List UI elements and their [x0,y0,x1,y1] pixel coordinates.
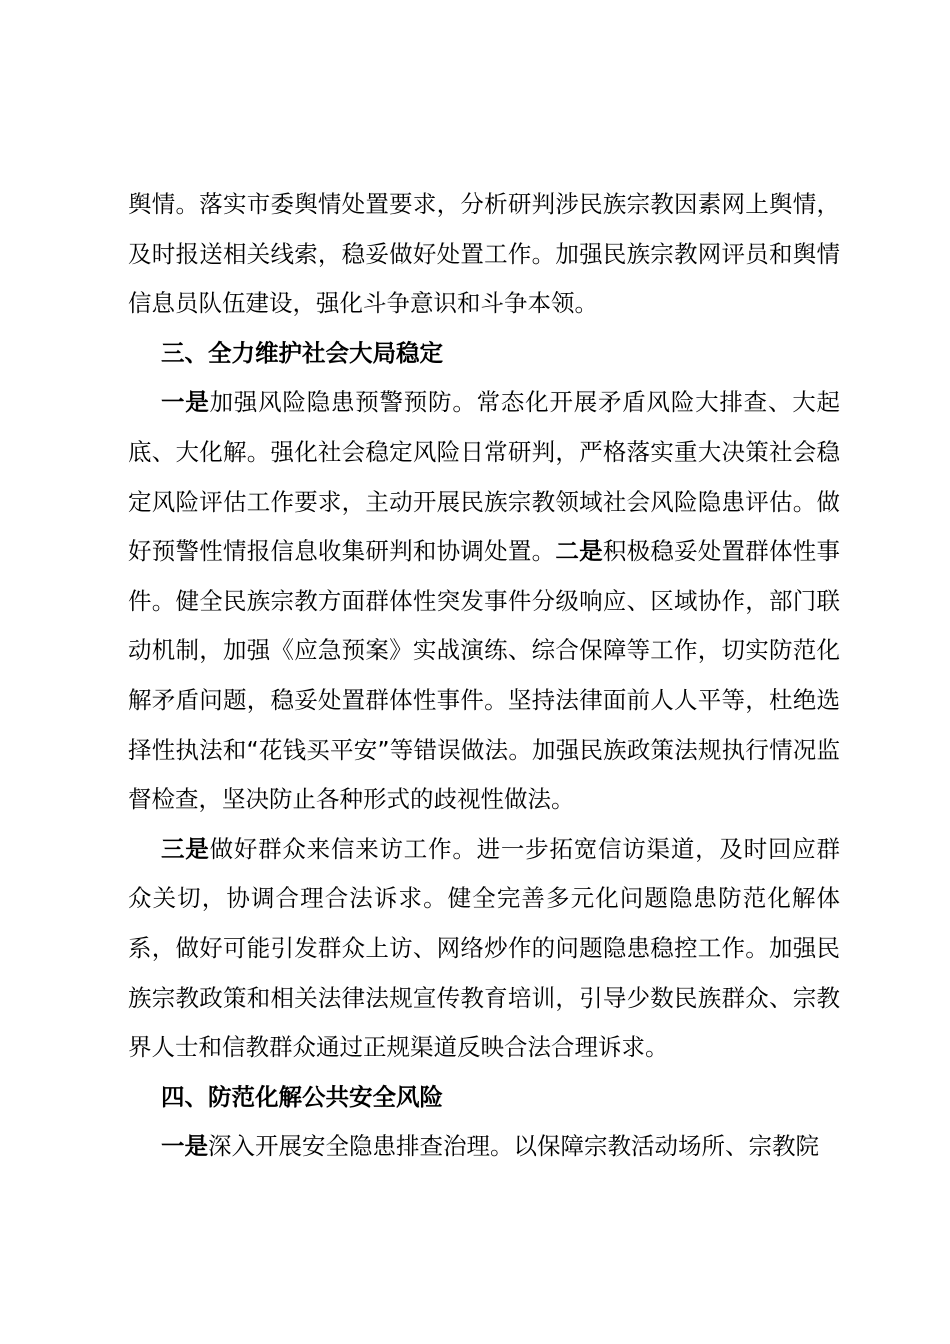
paragraph-text: 深入开展安全隐患排查治理。以保障宗教活动场所、宗教院 [208,1132,819,1161]
paragraph-text-secondary: 积极稳妥处置群体性事件。健全民族宗教方面群体性突发事件分级响应、区域协作，部门联动机制，加强《应急预案》实战演练、综合保障等工作，切实防范化解矛盾问题，稳妥处置群体性事件。坚持法律面前人人平等，杜绝选择性执法和“花钱买平安”等错误做法。加强民族政策法规执行情况监督检查，坚决防止各种形式的歧视性做法。 [128,537,841,814]
document-body [128,180,840,1172]
paragraph-text: 做好群众来信来访工作。进一步拓宽信访渠道，及时回应群众关切，协调合理合法诉求。健全完善多元化问题隐患防范化解体系，做好可能引发群众上访、网络炒作的问题隐患稳控工作。加强民族宗教政策和相关法律法规宣传教育培训，引导少数民族群众、宗教界人士和信教群众通过正规渠道反映合法合理诉求。 [128,834,841,1062]
section-heading-four: 四、防范化解公共安全风险 [161,1082,443,1111]
section-heading-three: 三、全力维护社会大局稳定 [161,338,443,367]
paragraph-lead: 一是 [161,388,210,417]
paragraph-text: 加强风险隐患预警预防。常态化开展矛盾风险大排查、大起底、大化解。强化社会稳定风险日常研判，严格落实重大决策社会稳定风险评估工作要求，主动开展民族宗教领域社会风险隐患评估。做好预警性情报信息收集研判和协调处置。 [128,388,841,566]
paragraph-lead-secondary: 二是 [555,537,603,566]
paragraph-lead: 一是 [161,1132,208,1161]
paragraph-lead: 三是 [161,834,210,863]
paragraph-continuation: 舆情。落实市委舆情处置要求，分析研判涉民族宗教因素网上舆情，及时报送相关线索，稳妥做好处置工作。加强民族宗教网评员和舆情信息员队伍建设，强化斗争意识和斗争本领。 [128,190,840,318]
paragraph-safety-inspection [128,1122,840,1172]
paragraph-risk-prevention [128,378,840,824]
paragraph-petitions [128,825,840,1073]
